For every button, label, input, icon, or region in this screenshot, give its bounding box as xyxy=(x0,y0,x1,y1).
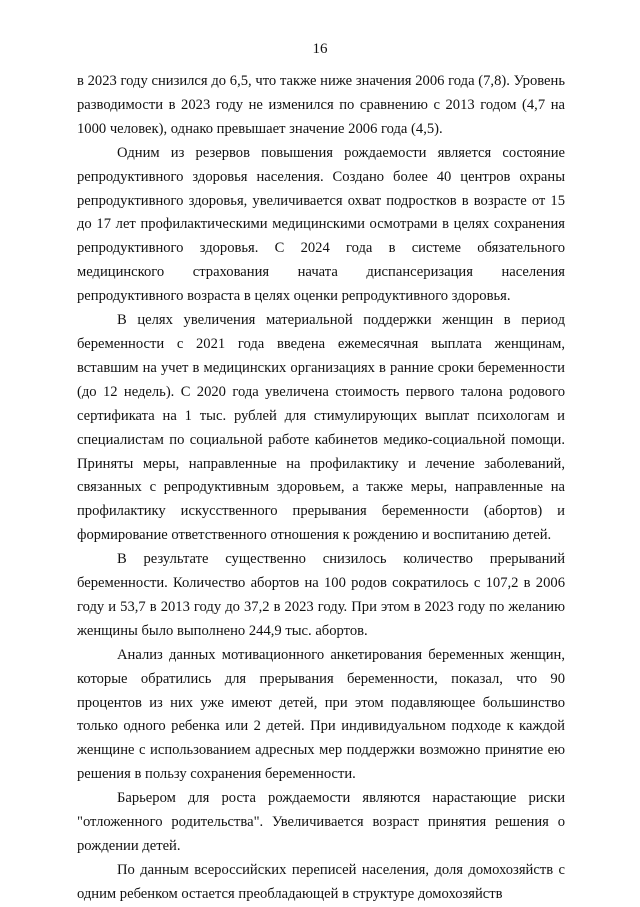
page-number: 16 xyxy=(312,41,328,57)
paragraph-reproductive-health: Одним из резервов повышения рождаемости является состояние репродуктивного здоровья населения. Создано более 40 центров охраны репродуктивного здоровья, увеличивается охват подростков в возрасте от 15 до 17 лет профилактическими медицинскими осмотрами в целях сохранения репродуктивного здоровья. С 2024 года в системе обязательного медицинского страхования начата диспансеризация населения репродуктивного возраста в целях оценки репродуктивного здоровья. xyxy=(77,144,565,305)
paragraph-abortion-statistics: В результате существенно снизилось количество прерываний беременности. Количество абортов на 100 родов сократилось с 107,2 в 2006 году и 53,7 в 2013 году до 37,2 в 2023 году. При этом в 2023 году по желанию женщины было выполнено 244,9 тыс. абортов. xyxy=(77,551,565,639)
paragraph-financial-support: В целях увеличения материальной поддержки женщин в период беременности с 2021 года введена ежемесячная выплата женщинам, вставшим на учет в медицинских организациях в ранние сроки беременности (до 12 недель). С 2020 года увеличена стоимость первого талона родового сертификата на 1 тыс. рублей для стимулирующих выплат психологам и специалистам по социальной работе кабинетов медико-социальной помощи. Приняты меры, направленные на профилактику и лечение заболеваний, связанных с репродуктивным здоровьем, а также меры, направленные на профилактику искусственного прерывания беременности (абортов) и формирование ответственного отношения к рождению и воспитанию детей. xyxy=(77,312,565,544)
paragraph-divorce-rate: в 2023 году снизился до 6,5, что также ниже значения 2006 года (7,8). Уровень разводимости в 2023 году не изменился по сравнению с 2013 годом (4,7 на 1000 человек), однако превышает значение 2006 года (4,5). xyxy=(77,73,565,137)
body-text xyxy=(77,70,565,907)
paragraph-delayed-parenthood: Барьером для роста рождаемости являются нарастающие риски "отложенного родительства". Увеличивается возраст принятия решения о рождении детей. xyxy=(77,790,565,854)
paragraph-census-households: По данным всероссийских переписей населения, доля домохозяйств с одним ребенком остается преобладающей в структуре домохозяйств xyxy=(77,861,565,902)
paragraph-survey-analysis: Анализ данных мотивационного анкетирования беременных женщин, которые обратились для прерывания беременности, показал, что 90 процентов из них уже имеют детей, при этом подавляющее большинство только одного ребенка или 2 детей. При индивидуальном подходе к каждой женщине с использованием адресных мер поддержки возможно принятие ею решения в пользу сохранения беременности. xyxy=(77,646,565,783)
